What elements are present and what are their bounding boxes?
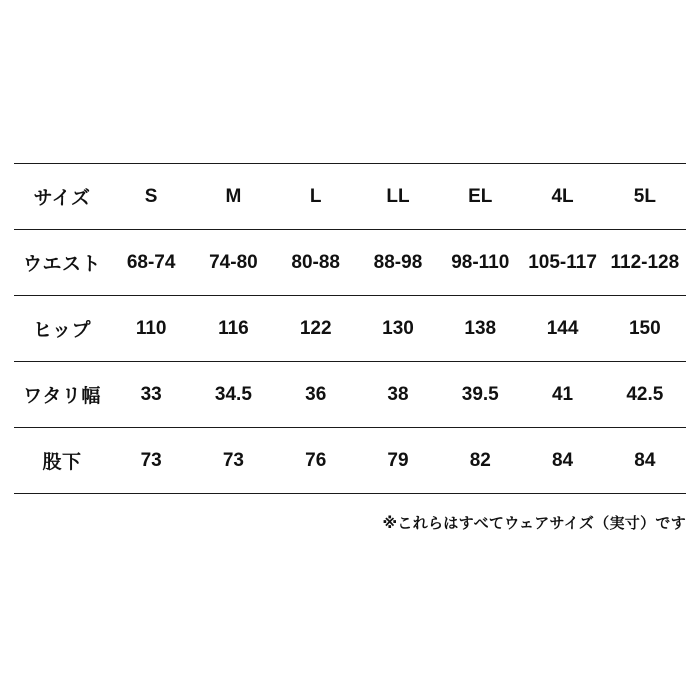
cell-thigh-5l: 42.5: [604, 362, 686, 428]
column-header-ll: LL: [357, 164, 439, 230]
row-label-waist: ウエスト: [14, 230, 110, 296]
cell-waist-l: 80-88: [275, 230, 357, 296]
cell-waist-el: 98-110: [439, 230, 521, 296]
cell-thigh-l: 36: [275, 362, 357, 428]
table-row: [14, 428, 686, 494]
column-header-m: M: [192, 164, 274, 230]
size-table-container: [14, 163, 686, 494]
table-header-row: [14, 164, 686, 230]
column-header-el: EL: [439, 164, 521, 230]
cell-inseam-5l: 84: [604, 428, 686, 494]
cell-hip-ll: 130: [357, 296, 439, 362]
cell-inseam-m: 73: [192, 428, 274, 494]
cell-thigh-ll: 38: [357, 362, 439, 428]
cell-waist-5l: 112-128: [604, 230, 686, 296]
column-header-l: L: [275, 164, 357, 230]
cell-hip-l: 122: [275, 296, 357, 362]
cell-waist-4l: 105-117: [521, 230, 603, 296]
cell-thigh-el: 39.5: [439, 362, 521, 428]
column-header-4l: 4L: [521, 164, 603, 230]
size-note: ※これらはすべてウェアサイズ（実寸）です: [382, 515, 686, 532]
cell-thigh-s: 33: [110, 362, 192, 428]
column-header-5l: 5L: [604, 164, 686, 230]
cell-thigh-4l: 41: [521, 362, 603, 428]
cell-hip-5l: 150: [604, 296, 686, 362]
cell-waist-s: 68-74: [110, 230, 192, 296]
table-row: [14, 230, 686, 296]
table-row: [14, 296, 686, 362]
column-header-s: S: [110, 164, 192, 230]
cell-hip-el: 138: [439, 296, 521, 362]
cell-inseam-el: 82: [439, 428, 521, 494]
cell-hip-m: 116: [192, 296, 274, 362]
cell-waist-m: 74-80: [192, 230, 274, 296]
cell-hip-s: 110: [110, 296, 192, 362]
cell-inseam-l: 76: [275, 428, 357, 494]
row-label-thigh-width: ワタリ幅: [14, 362, 110, 428]
cell-waist-ll: 88-98: [357, 230, 439, 296]
size-table: [14, 163, 686, 494]
row-label-hip: ヒップ: [14, 296, 110, 362]
cell-hip-4l: 144: [521, 296, 603, 362]
cell-inseam-s: 73: [110, 428, 192, 494]
cell-thigh-m: 34.5: [192, 362, 274, 428]
cell-inseam-4l: 84: [521, 428, 603, 494]
cell-inseam-ll: 79: [357, 428, 439, 494]
table-row: [14, 362, 686, 428]
row-label-inseam: 股下: [14, 428, 110, 494]
table-header-label: サイズ: [14, 164, 110, 230]
